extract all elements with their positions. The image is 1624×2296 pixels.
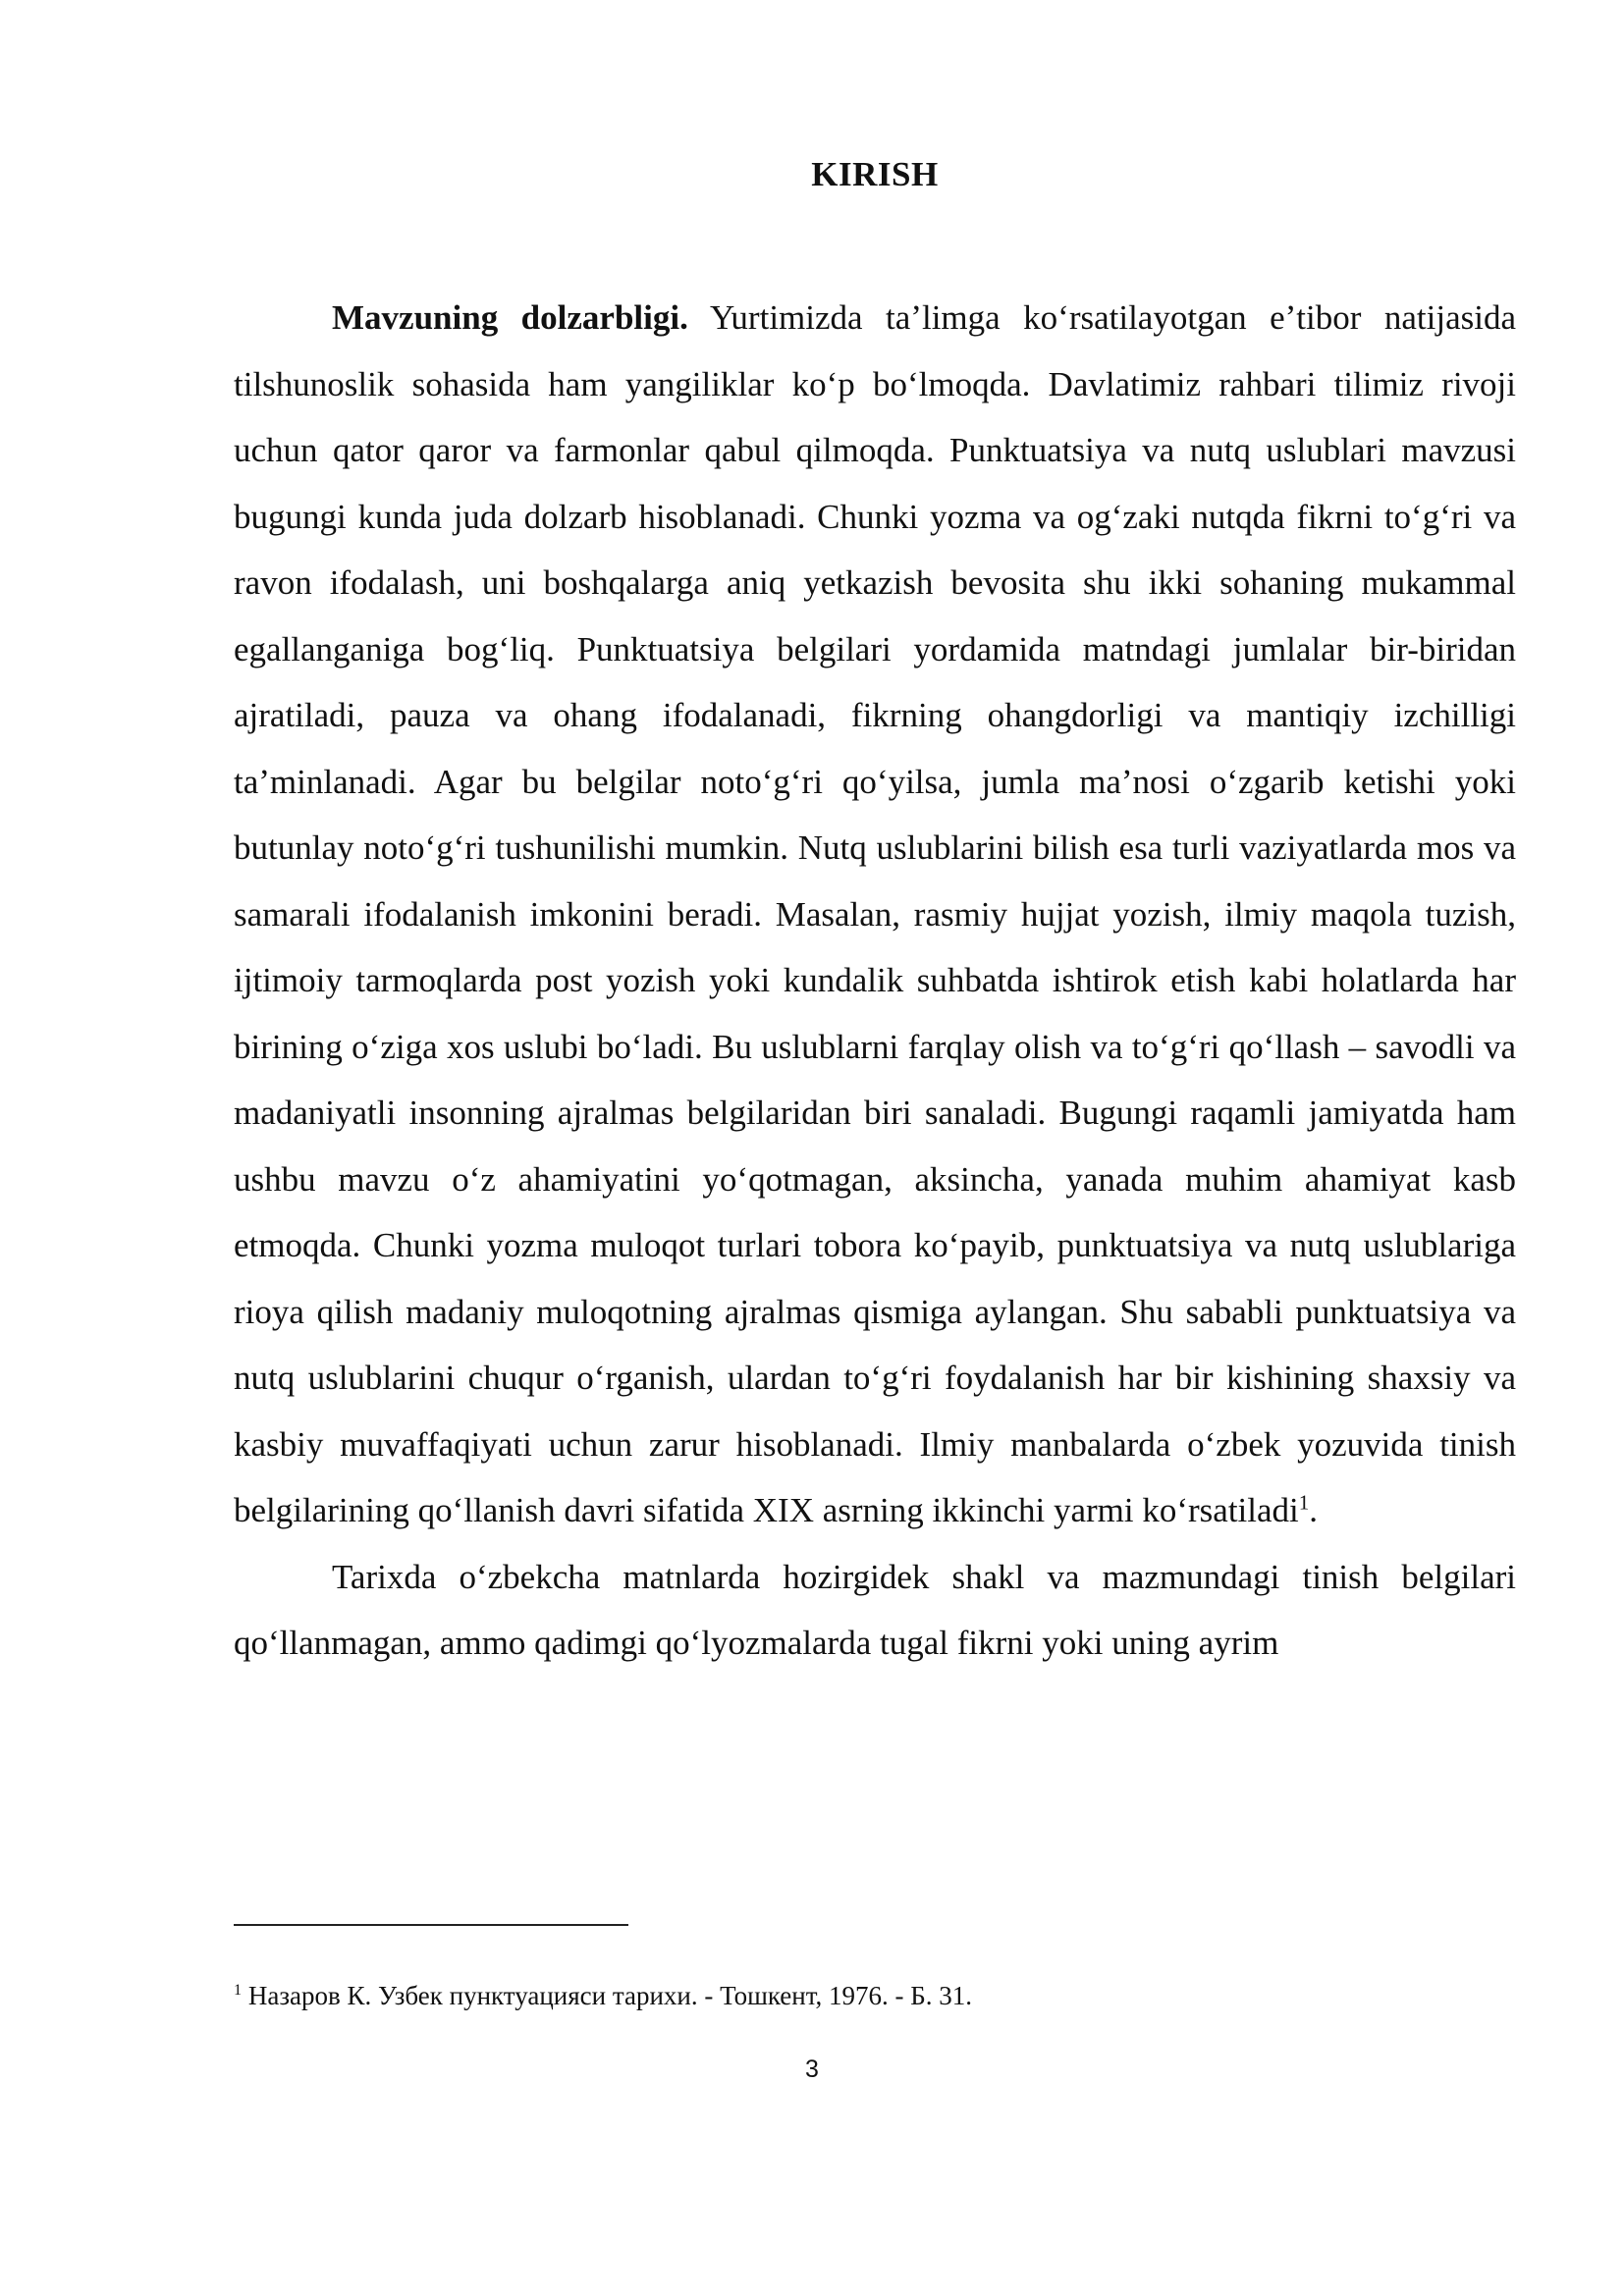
paragraph-1: [234, 285, 1516, 1544]
paragraph-lead: Mavzuning dolzarbligi.: [332, 298, 688, 337]
paragraph-1-text: Yurtimizda taʼlimga koʻrsatilayotgan eʼtibor natijasida tilshunoslik sohasida ham yangiliklar koʻp boʻlmoqda. Davlatimiz rahbari tilimiz rivoji uchun qator qaror va farmonlar qabul qilmoqda. Punktuatsiya va nutq uslublari mavzusi bugungi kunda juda dolzarb hisoblanadi. Chunki yozma va ogʻzaki nutqda fikrni toʻgʻri va ravon ifodalash, uni boshqalarga aniq yetkazish bevosita shu ikki sohaning mukammal egallanganiga bogʻliq. Punktuatsiya belgilari yordamida matndagi jumlalar bir-biridan ajratiladi, pauza va ohang ifodalanadi, fikrning ohangdorligi va mantiqiy izchilligi taʼminlanadi. Agar bu belgilar notoʻgʻri qoʻyilsa, jumla maʼnosi oʻzgarib ketishi yoki butunlay notoʻgʻri tushunilishi mumkin. Nutq uslublarini bilish esa turli vaziyatlarda mos va samarali ifodalanish imkonini beradi. Masalan, rasmiy hujjat yozish, ilmiy maqola tuzish, ijtimoiy tarmoqlarda post yozish yoki kundalik suhbatda ishtirok etish kabi holatlarda har birining oʻziga xos uslubi boʻladi. Bu uslublarni farqlay olish va toʻgʻri qoʻllash – savodli va madaniyatli insonning ajralmas belgilaridan biri sanaladi. Bugungi raqamli jamiyatda ham ushbu mavzu oʻz ahamiyatini yoʻqotmagan, aksincha, yanada muhim ahamiyat kasb etmoqda. Chunki yozma muloqot turlari tobora koʻpayib, punktuatsiya va nutq uslublariga rioya qilish madaniy muloqotning ajralmas qismiga aylangan. Shu sababli punktuatsiya va nutq uslublarini chuqur oʻrganish, ulardan toʻgʻri foydalanish har bir kishining shaxsiy va kasbiy muvaffaqiyati uchun zarur hisoblanadi. Ilmiy manbalarda oʻzbek yozuvida tinish belgilarining qoʻllanish davri sifatida XIX asrning ikkinchi yarmi koʻrsatiladi: [234, 298, 1517, 1529]
paragraph-1-end: .: [1309, 1491, 1318, 1529]
footnote-reference[interactable]: 1: [1298, 1490, 1310, 1515]
paragraph-2: Tarixda oʻzbekcha matnlarda hozirgidek shakl va mazmundagi tinish belgilari qoʻllanmagan, ammo qadimgi qoʻlyozmalarda tugal fikrni yoki uning ayrim: [234, 1557, 1516, 1662]
footnote-separator: [234, 1924, 628, 1926]
footnote-text: Назаров К. Узбек пунктуацияси тарихи. - Тошкент, 1976. - Б. 31.: [242, 1981, 973, 2010]
body-text: [234, 285, 1516, 1677]
page-heading: KIRISH: [811, 155, 939, 193]
footnote: [234, 1978, 1516, 2013]
footnote-marker: 1: [234, 1981, 243, 1999]
page-number: 3: [805, 2056, 819, 2083]
